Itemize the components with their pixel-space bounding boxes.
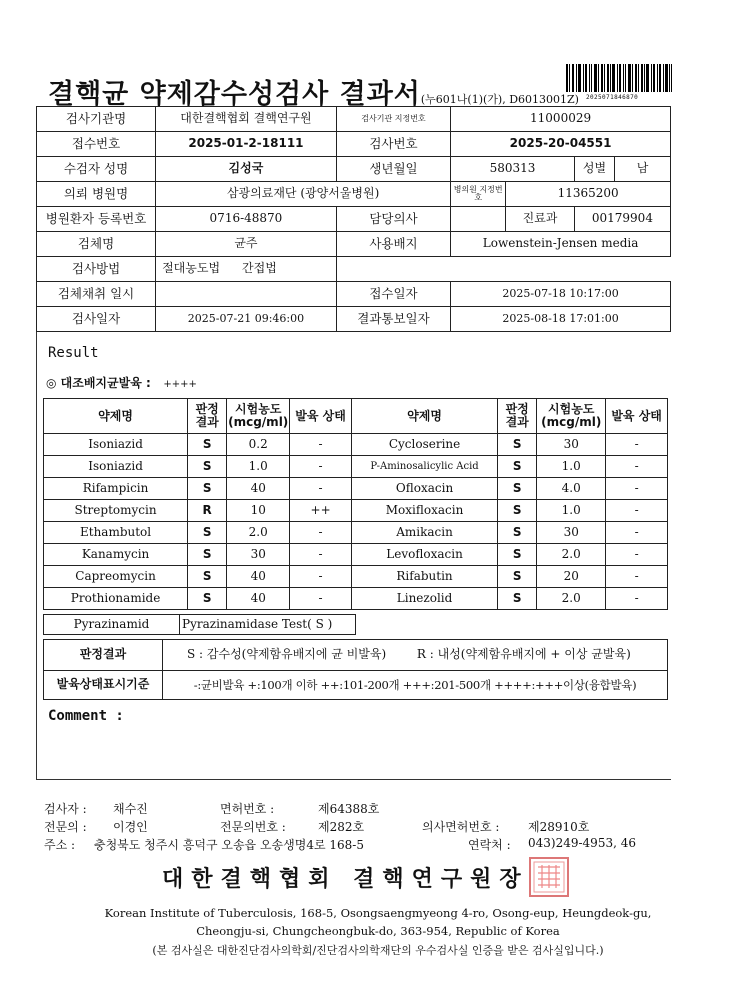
- concentration: 40: [227, 588, 290, 610]
- concentration: 40: [227, 478, 290, 500]
- contact-value: 043)249-4953, 46: [528, 836, 636, 850]
- judgement: S: [498, 566, 537, 588]
- judgement: S: [188, 434, 227, 456]
- header-judgement-right: 판정 결과: [498, 399, 537, 434]
- address-label: 주소 :: [44, 838, 76, 852]
- reception-value: 2025-01-2-18111: [156, 132, 337, 157]
- spec-license-value: 제282호: [318, 820, 365, 834]
- drug-name: Rifabutin: [351, 566, 497, 588]
- comment-label: Comment :: [48, 708, 124, 724]
- method-value-1: 절대농도법: [162, 261, 221, 276]
- judgement: S: [188, 566, 227, 588]
- drug-name: Linezolid: [351, 588, 497, 610]
- hospital-value: 삼광의료재단 (광양서울병원): [156, 182, 451, 207]
- english-address-line-1: Korean Institute of Tuberculosis, 168-5, Osongsaengmyeong 4-ro, Osong-eup, Heungdeok-gu,: [104, 906, 652, 920]
- title-text: 결핵균 약제감수성검사 결과서: [48, 79, 421, 110]
- sex-label: 성별: [574, 157, 614, 182]
- growth: -: [290, 434, 352, 456]
- table-row: [44, 544, 668, 566]
- header-growth-left: 발육 상태: [290, 399, 352, 434]
- judgement: S: [498, 588, 537, 610]
- test-date-value: 2025-07-21 09:46:00: [156, 307, 337, 332]
- concentration: 2.0: [537, 544, 606, 566]
- judgement-legend-r: R : 내성(약제함유배지에 + 이상 균발육): [417, 640, 668, 671]
- drug-name: Ethambutol: [44, 522, 188, 544]
- header-conc-right: 시험농도 (mcg/ml): [537, 399, 606, 434]
- hosp-id-label: 병의원 지정번호: [451, 182, 506, 207]
- concentration: 20: [537, 566, 606, 588]
- drug-name: Ofloxacin: [351, 478, 497, 500]
- legend-table: [43, 639, 668, 700]
- growth: -: [606, 588, 668, 610]
- license-value: 제64388호: [318, 802, 380, 816]
- header-drug-right: 약제명: [351, 399, 497, 434]
- concentration: 30: [537, 522, 606, 544]
- table-row: [44, 478, 668, 500]
- control-label: ◎ 대조배지균발육 :: [46, 376, 151, 390]
- medium-value: Lowenstein-Jensen media: [451, 232, 671, 257]
- header-conc-left: 시험농도 (mcg/ml): [227, 399, 290, 434]
- drug-name: Kanamycin: [44, 544, 188, 566]
- growth: ++: [290, 500, 352, 522]
- reg-value: 0716-48870: [156, 207, 337, 232]
- judgement: S: [188, 544, 227, 566]
- inst-label: 검사기관명: [37, 107, 156, 132]
- notify-label: 결과통보일자: [336, 307, 450, 332]
- concentration: 10: [227, 500, 290, 522]
- receipt-value: 2025-07-18 10:17:00: [451, 282, 671, 307]
- concentration: 4.0: [537, 478, 606, 500]
- concentration: 0.2: [227, 434, 290, 456]
- growth: -: [606, 522, 668, 544]
- judgement-legend-label: 판정결과: [44, 640, 163, 671]
- patient-label: 수검자 성명: [37, 157, 156, 182]
- info-table: [36, 106, 671, 332]
- drug-name: Moxifloxacin: [351, 500, 497, 522]
- inst-value: 대한결핵협회 결핵연구원: [156, 107, 337, 132]
- growth: -: [290, 566, 352, 588]
- growth: -: [290, 456, 352, 478]
- table-row: [44, 566, 668, 588]
- reception-label: 접수번호: [37, 132, 156, 157]
- english-address-line-2: Cheongju-si, Chungcheongbuk-do, 363-954, Republic of Korea: [196, 924, 560, 938]
- dept-value: 00179904: [574, 207, 670, 232]
- drug-name: Cycloserine: [351, 434, 497, 456]
- title-code: (누601나(1)(가), D6013001Z): [420, 93, 579, 106]
- specialist-name: 이경인: [113, 820, 148, 834]
- table-row: [44, 456, 668, 478]
- doctor-value: [451, 207, 506, 232]
- specimen-value: 균주: [156, 232, 337, 257]
- address-value: 충청북도 청주시 흥덕구 오송읍 오송생명4로 168-5: [94, 838, 364, 852]
- pyrazinamid-value: Pyrazinamidase Test( S ): [180, 615, 356, 635]
- drug-name: Prothionamide: [44, 588, 188, 610]
- collect-label: 검체채취 일시: [37, 282, 156, 307]
- judgement: S: [188, 522, 227, 544]
- receipt-label: 접수일자: [336, 282, 450, 307]
- growth: -: [606, 478, 668, 500]
- judgement-legend-s: S : 감수성(약제함유배지에 균 비발육): [163, 640, 417, 671]
- growth: -: [290, 544, 352, 566]
- birth-label: 생년월일: [336, 157, 450, 182]
- barcode-number: 2025071846870: [586, 94, 639, 101]
- judgement: S: [188, 588, 227, 610]
- concentration: 1.0: [227, 456, 290, 478]
- specimen-label: 검체명: [37, 232, 156, 257]
- examiner-name: 채수진: [113, 802, 148, 816]
- spec-license-label: 전문의번호 :: [220, 820, 286, 834]
- exam-no-value: 2025-20-04551: [451, 132, 671, 157]
- collect-value: [156, 282, 337, 307]
- barcode-icon: [566, 64, 672, 96]
- specialist-label: 전문의 :: [44, 820, 87, 834]
- hosp-id-value: 11365200: [506, 182, 671, 207]
- drug-name: Streptomycin: [44, 500, 188, 522]
- organization-name: 대한결핵협회 결핵연구원장: [162, 867, 529, 892]
- doc-license-label: 의사면허번호 :: [422, 820, 500, 834]
- concentration: 2.0: [227, 522, 290, 544]
- drug-rows: [44, 434, 668, 610]
- control-value: ++++: [163, 379, 197, 390]
- doctor-label: 담당의사: [336, 207, 450, 232]
- growth: -: [606, 544, 668, 566]
- judgement: S: [498, 522, 537, 544]
- reg-label: 병원환자 등록번호: [37, 207, 156, 232]
- judgement: S: [498, 500, 537, 522]
- growth-legend-text: -:균비발육 +:100개 이하 ++:101-200개 +++:201-500개 ++++:+++이상(융합발육): [163, 671, 668, 700]
- method-value: [156, 257, 337, 282]
- judgement: S: [188, 478, 227, 500]
- notify-value: 2025-08-18 17:01:00: [451, 307, 671, 332]
- growth: -: [606, 434, 668, 456]
- result-label: Result: [48, 345, 99, 361]
- license-label: 면허번호 :: [220, 802, 275, 816]
- drug-name: Rifampicin: [44, 478, 188, 500]
- contact-label: 연락처 :: [468, 838, 511, 852]
- concentration: 1.0: [537, 456, 606, 478]
- drug-name: Capreomycin: [44, 566, 188, 588]
- judgement: S: [498, 434, 537, 456]
- examiner-label: 검사자 :: [44, 802, 87, 816]
- header-judgement-left: 판정 결과: [188, 399, 227, 434]
- judgement: S: [188, 456, 227, 478]
- inst-id-value: 11000029: [451, 107, 671, 132]
- judgement: R: [188, 500, 227, 522]
- drug-name: Levofloxacin: [351, 544, 497, 566]
- header-growth-right: 발육 상태: [606, 399, 668, 434]
- concentration: 40: [227, 566, 290, 588]
- growth-legend-label: 발육상태표시기준: [44, 671, 163, 700]
- hospital-label: 의뢰 병원명: [37, 182, 156, 207]
- inst-id-label: 검사기관 지정번호: [336, 107, 450, 132]
- dept-label: 진료과: [506, 207, 575, 232]
- table-row: [44, 434, 668, 456]
- birth-value: 580313: [451, 157, 575, 182]
- patient-value: 김성국: [156, 157, 337, 182]
- table-row: [44, 588, 668, 610]
- growth: -: [290, 522, 352, 544]
- sex-value: 남: [615, 157, 671, 182]
- control-growth: [46, 374, 197, 391]
- medium-label: 사용배지: [336, 232, 450, 257]
- concentration: 30: [227, 544, 290, 566]
- drug-name: P-Aminosalicylic Acid: [351, 456, 497, 478]
- growth: -: [290, 588, 352, 610]
- concentration: 2.0: [537, 588, 606, 610]
- table-row: [44, 522, 668, 544]
- method-value-2: 간접법: [242, 261, 277, 276]
- certification-note: (본 검사실은 대한진단검사의학회/진단검사의학재단의 우수검사실 인증을 받은 검사실입니다.): [152, 944, 604, 957]
- judgement: S: [498, 544, 537, 566]
- header-drug-left: 약제명: [44, 399, 188, 434]
- pyrazinamid-label: Pyrazinamid: [44, 615, 180, 635]
- test-date-label: 검사일자: [37, 307, 156, 332]
- method-empty: [336, 257, 670, 282]
- drug-table: [43, 398, 668, 610]
- exam-no-label: 검사번호: [336, 132, 450, 157]
- concentration: 1.0: [537, 500, 606, 522]
- drug-name: Isoniazid: [44, 434, 188, 456]
- method-label: 검사방법: [37, 257, 156, 282]
- growth: -: [606, 456, 668, 478]
- drug-name: Isoniazid: [44, 456, 188, 478]
- table-row: [44, 500, 668, 522]
- concentration: 30: [537, 434, 606, 456]
- growth: -: [606, 500, 668, 522]
- judgement: S: [498, 478, 537, 500]
- doc-license-value: 제28910호: [528, 820, 590, 834]
- judgement: S: [498, 456, 537, 478]
- growth: -: [606, 566, 668, 588]
- pyrazinamid-table: [43, 614, 356, 635]
- drug-name: Amikacin: [351, 522, 497, 544]
- growth: -: [290, 478, 352, 500]
